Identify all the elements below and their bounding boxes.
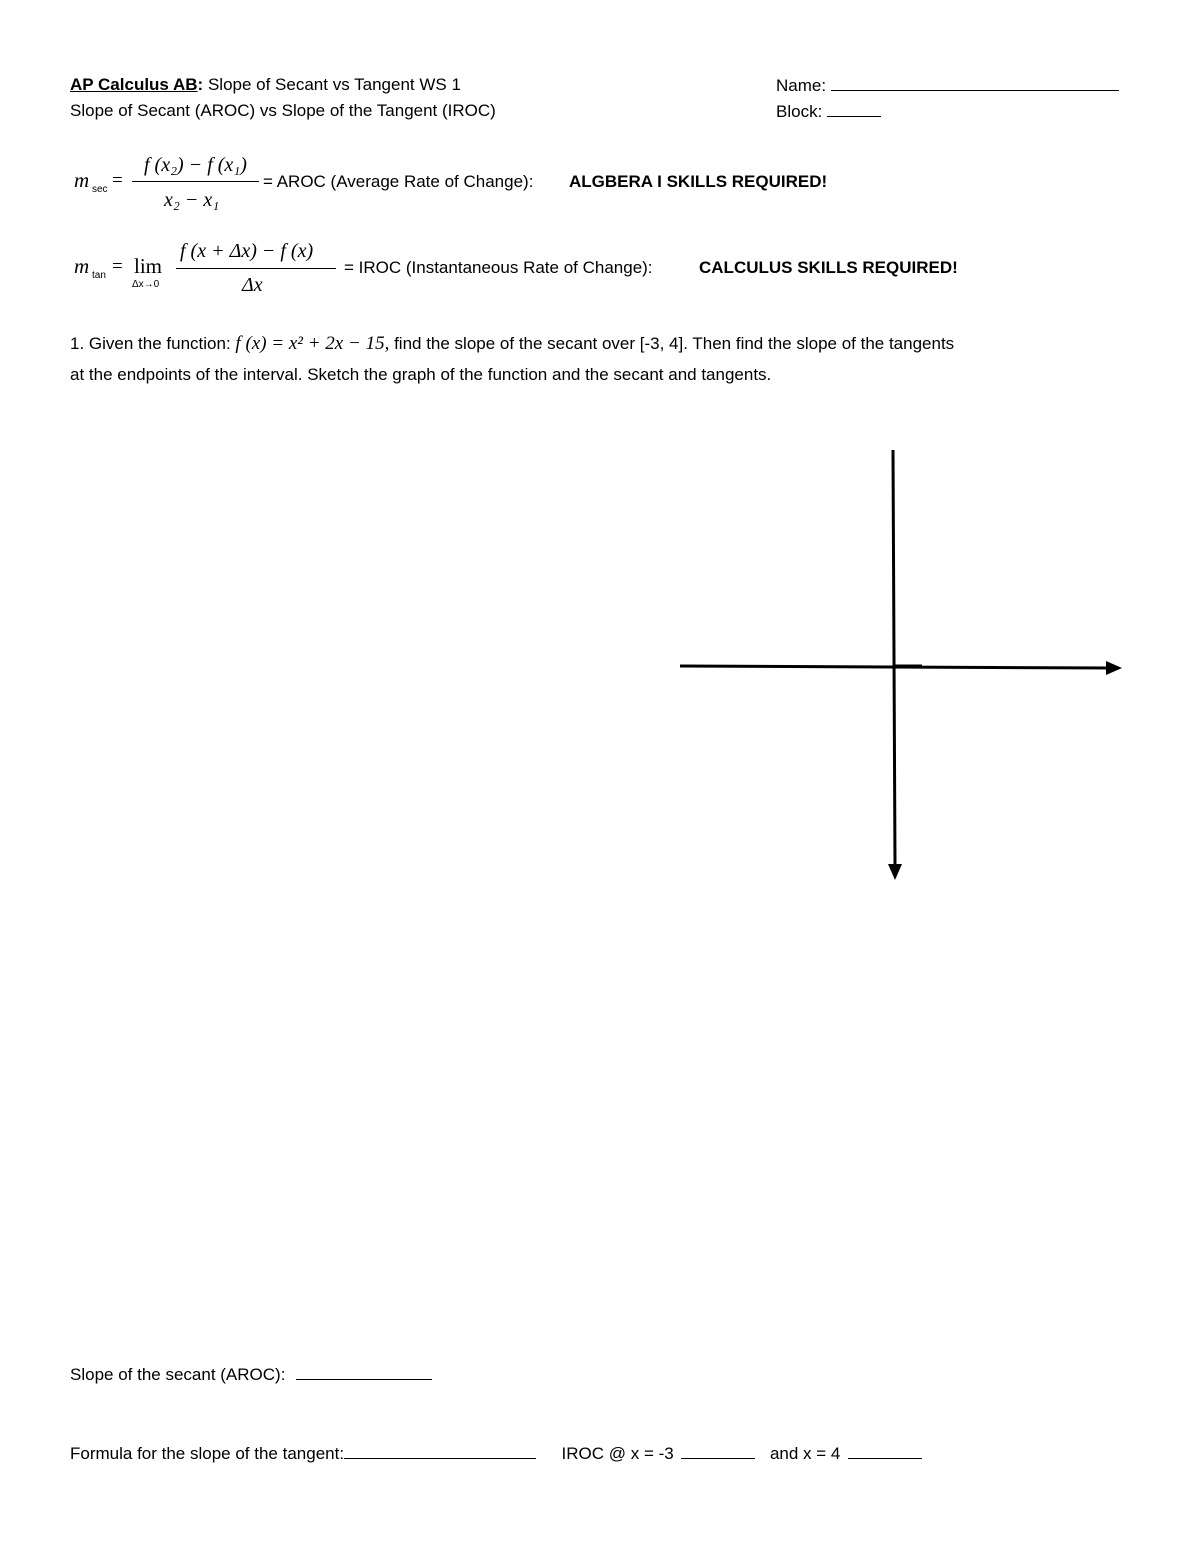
limit-subscript: Δx→0: [132, 279, 160, 290]
m-sec-subscript: sec: [92, 184, 108, 195]
m-sec-equals: =: [112, 170, 123, 191]
secant-answer-label: Slope of the secant (AROC):: [70, 1365, 286, 1384]
block-label: Block:: [776, 102, 823, 121]
block-field[interactable]: [776, 101, 881, 122]
name-label: Name:: [776, 76, 827, 95]
calculus-skills-note: CALCULUS SKILLS REQUIRED!: [699, 258, 958, 277]
limit-symbol: lim: [134, 254, 163, 278]
problem-lead: Given the function:: [88, 334, 231, 353]
problem-number: 1.: [70, 334, 85, 353]
problem-1-line-2: at the endpoints of the interval. Sketch the graph of the function and the secant and tangents.: [70, 365, 772, 384]
m-tan-equals: =: [112, 256, 123, 277]
secant-fraction-bar: [132, 181, 259, 182]
worksheet-title-line: [70, 75, 461, 95]
secant-denominator: x₂ − x₁: [164, 189, 220, 211]
tangent-fraction-bar: [176, 268, 336, 269]
y-axis: [893, 450, 895, 864]
y-axis-arrow-icon: [888, 864, 902, 880]
tangent-formula-label: Formula for the slope of the tangent:: [70, 1444, 345, 1463]
name-blank[interactable]: [831, 75, 1119, 91]
problem-1-line-1: [70, 333, 954, 355]
tangent-denominator: Δx: [242, 274, 263, 296]
m-tan-symbol: m: [74, 254, 90, 278]
aroc-description: = AROC (Average Rate of Change):: [263, 172, 534, 191]
iroc-at-4-label: and x = 4: [769, 1444, 841, 1463]
iroc-neg3-blank[interactable]: [681, 1443, 755, 1459]
block-blank[interactable]: [827, 101, 881, 117]
secant-answer-row: [70, 1364, 432, 1385]
problem-text-1: find the slope of the secant over [-3, 4]. Then find the slope of the tangents: [394, 334, 955, 353]
x-axis-arrow-icon: [1106, 661, 1122, 675]
coordinate-axes: [670, 440, 1140, 890]
iroc-at-neg3-label: IROC @ x = -3: [561, 1444, 674, 1463]
name-field[interactable]: [776, 75, 1119, 96]
worksheet-title: Slope of Secant vs Tangent WS 1: [207, 75, 461, 94]
worksheet-subtitle: Slope of Secant (AROC) vs Slope of the Tangent (IROC): [70, 101, 496, 120]
m-sec-symbol: m: [74, 168, 90, 192]
tangent-formula-blank[interactable]: [344, 1443, 536, 1459]
secant-numerator: f (x₂) − f (x₁): [144, 154, 247, 176]
algebra-skills-note: ALGBERA I SKILLS REQUIRED!: [569, 172, 828, 191]
problem-function: f (x) = x² + 2x − 15,: [235, 333, 390, 354]
title-colon: :: [197, 75, 204, 94]
m-tan-subscript: tan: [92, 270, 106, 281]
course-name: AP Calculus AB: [70, 75, 198, 94]
iroc-4-blank[interactable]: [848, 1443, 922, 1459]
iroc-description: = IROC (Instantaneous Rate of Change):: [344, 258, 653, 277]
secant-answer-blank[interactable]: [296, 1364, 432, 1380]
tangent-answer-row: [70, 1443, 922, 1464]
tangent-numerator: f (x + Δx) − f (x): [180, 240, 314, 262]
